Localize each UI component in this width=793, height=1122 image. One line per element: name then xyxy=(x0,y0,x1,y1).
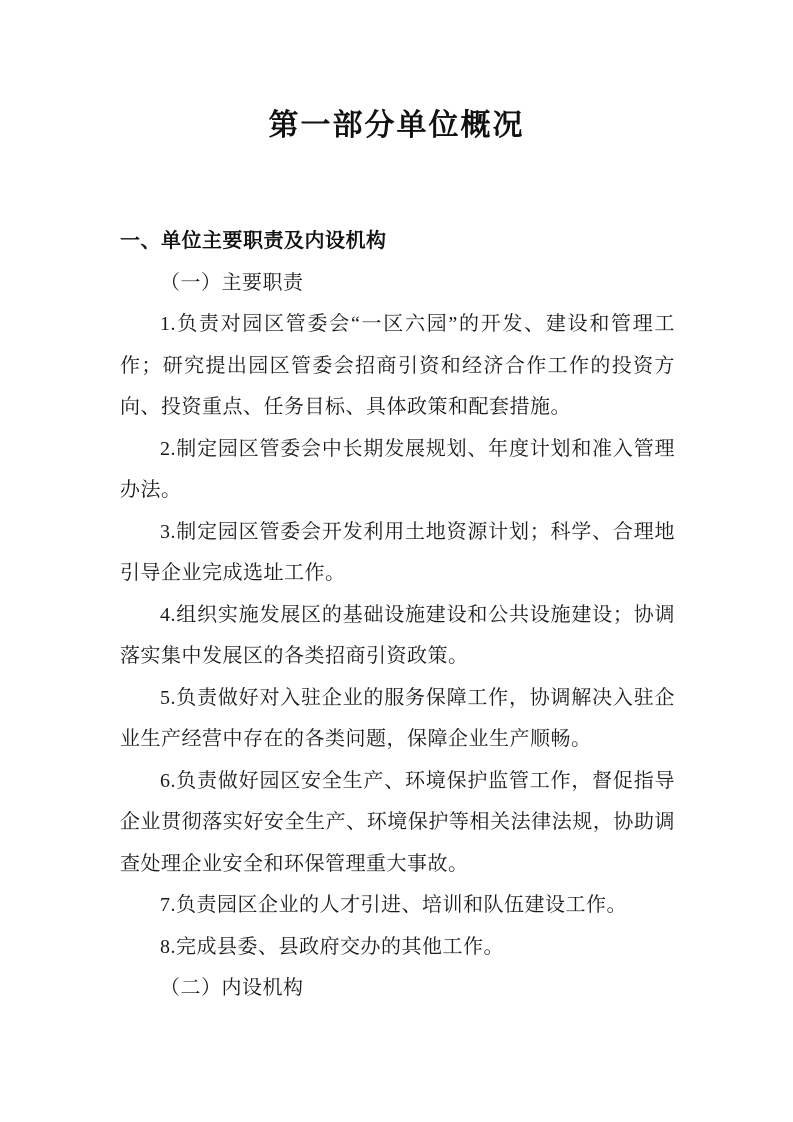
document-body xyxy=(120,221,675,1010)
duty-paragraph-6: 6.负责做好园区安全生产、环境保护监管工作，督促指导企业贯彻落实好安全生产、环境保护等相关法律法规，协助调查处理企业安全和环保管理重大事故。 xyxy=(120,769,675,875)
subsection-heading-internal-structure: （二）内设机构 xyxy=(160,977,304,999)
duty-paragraph-1: 1.负责对园区管委会“一区六园”的开发、建设和管理工作；研究提出园区管委会招商引资和经济合作工作的投资方向、投资重点、任务目标、具体政策和配套措施。 xyxy=(120,313,675,418)
duty-paragraph-3: 3.制定园区管委会开发利用土地资源计划；科学、合理地引导企业完成选址工作。 xyxy=(120,520,675,584)
duty-paragraph-4: 4.组织实施发展区的基础设施建设和公共设施建设；协调落实集中发展区的各类招商引资政策。 xyxy=(120,603,675,667)
duty-paragraph-7: 7.负责园区企业的人才引进、培训和队伍建设工作。 xyxy=(160,894,627,916)
document-title: 第一部分单位概况 xyxy=(268,109,525,142)
section-heading-duties-and-structure: 一、单位主要职责及内设机构 xyxy=(120,230,387,252)
duty-paragraph-2: 2.制定园区管委会中长期发展规划、年度计划和准入管理办法。 xyxy=(120,437,675,501)
duty-paragraph-8: 8.完成县委、县政府交办的其他工作。 xyxy=(160,935,504,958)
duty-paragraph-5: 5.负责做好对入驻企业的服务保障工作，协调解决入驻企业生产经营中存在的各类问题，保障企业生产顺畅。 xyxy=(120,686,675,750)
subsection-heading-main-duties: （一）主要职责 xyxy=(160,271,304,294)
